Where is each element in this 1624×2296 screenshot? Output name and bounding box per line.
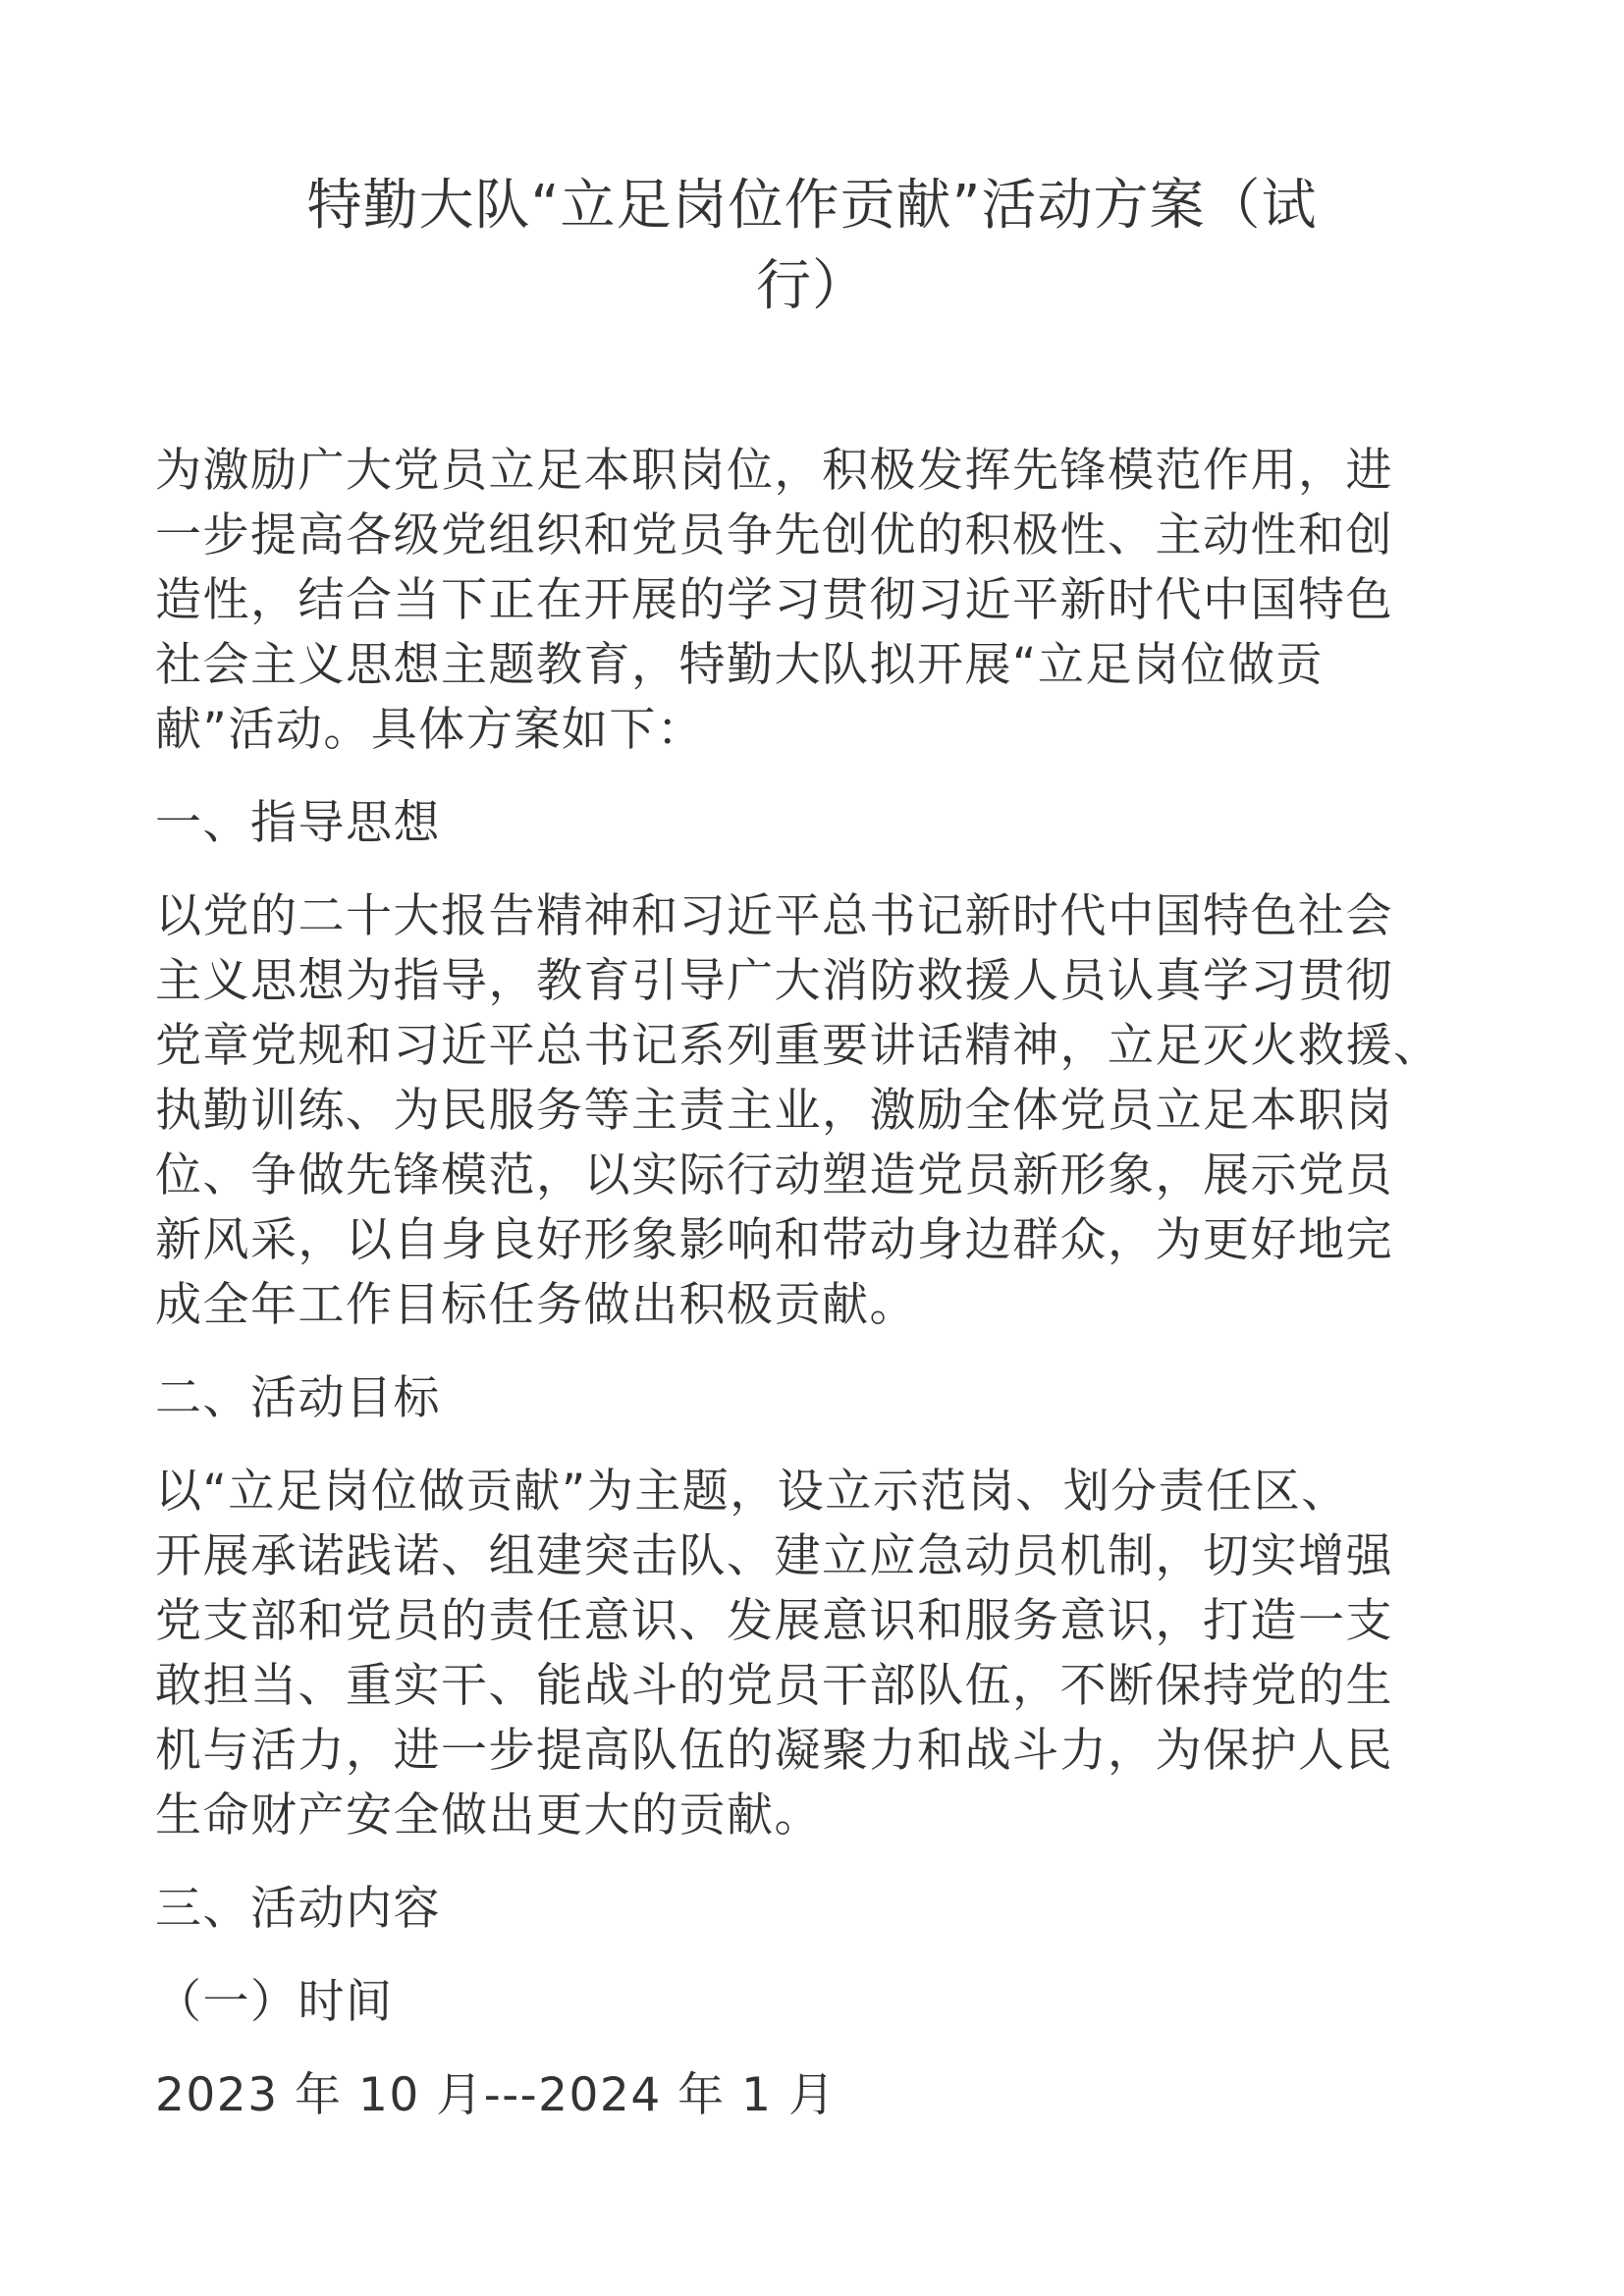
text-line: 三、活动内容 [155, 1882, 441, 1936]
text-line: 敢担当、重实干、能战斗的党员干部队伍，不断保持党的生 [155, 1659, 1393, 1713]
text-line: 一、指导思想 [155, 796, 441, 850]
document-body [155, 439, 1471, 2157]
text-line: 党章党规和习近平总书记系列重要讲话精神，立足灭火救援、 [155, 1019, 1441, 1073]
text-line: 以“立足岗位做贡献”为主题，设立示范岗、划分责任区、 [155, 1465, 1349, 1519]
text-line: 执勤训练、为民服务等主责主业，激励全体党员立足本职岗 [155, 1084, 1393, 1138]
body-paragraph [155, 884, 1471, 1338]
text-line: 成全年工作目标任务做出积极贡献。 [155, 1278, 917, 1332]
text-line: 造性，结合当下正在开展的学习贯彻习近平新时代中国特色 [155, 573, 1393, 627]
section-heading [155, 1366, 1471, 1431]
text-line: 为激励广大党员立足本职岗位，积极发挥先锋模范作用，进 [155, 444, 1393, 498]
text-line: 生命财产安全做出更大的贡献。 [155, 1789, 822, 1842]
text-line: 主义思想为指导，教育引导广大消防救援人员认真学习贯彻 [155, 954, 1393, 1008]
text-line: 2023 年 10 月---2024 年 1 月 [155, 2068, 837, 2122]
title-line-2: 行） [756, 254, 868, 318]
text-line: 机与活力，进一步提高队伍的凝聚力和战斗力，为保护人民 [155, 1724, 1393, 1778]
body-paragraph [155, 1460, 1471, 1848]
section-heading [155, 1877, 1471, 1942]
section-heading [155, 791, 1471, 856]
body-paragraph [155, 2063, 1471, 2128]
text-line: 新风采，以自身良好形象影响和带动身边群众，为更好地完 [155, 1213, 1393, 1267]
text-line: 一步提高各级党组织和党员争先创优的积极性、主动性和创 [155, 508, 1393, 562]
text-line: 开展承诺践诺、组建突击队、建立应急动员机制，切实增强 [155, 1529, 1393, 1583]
document-title [0, 166, 1624, 327]
text-line: 社会主义思想主题教育，特勤大队拟开展“立足岗位做贡 [155, 638, 1324, 692]
text-line: 献”活动。具体方案如下： [155, 703, 705, 757]
text-line: 党支部和党员的责任意识、发展意识和服务意识，打造一支 [155, 1594, 1393, 1648]
text-line: （一）时间 [155, 1975, 394, 2029]
title-line-1: 特勤大队“立足岗位作贡献”活动方案（试 [306, 174, 1318, 238]
text-line: 位、争做先锋模范，以实际行动塑造党员新形象，展示党员 [155, 1148, 1393, 1202]
text-line: 以党的二十大报告精神和习近平总书记新时代中国特色社会 [155, 889, 1393, 943]
section-subheading [155, 1970, 1471, 2035]
body-paragraph [155, 439, 1471, 763]
text-line: 二、活动目标 [155, 1371, 441, 1425]
